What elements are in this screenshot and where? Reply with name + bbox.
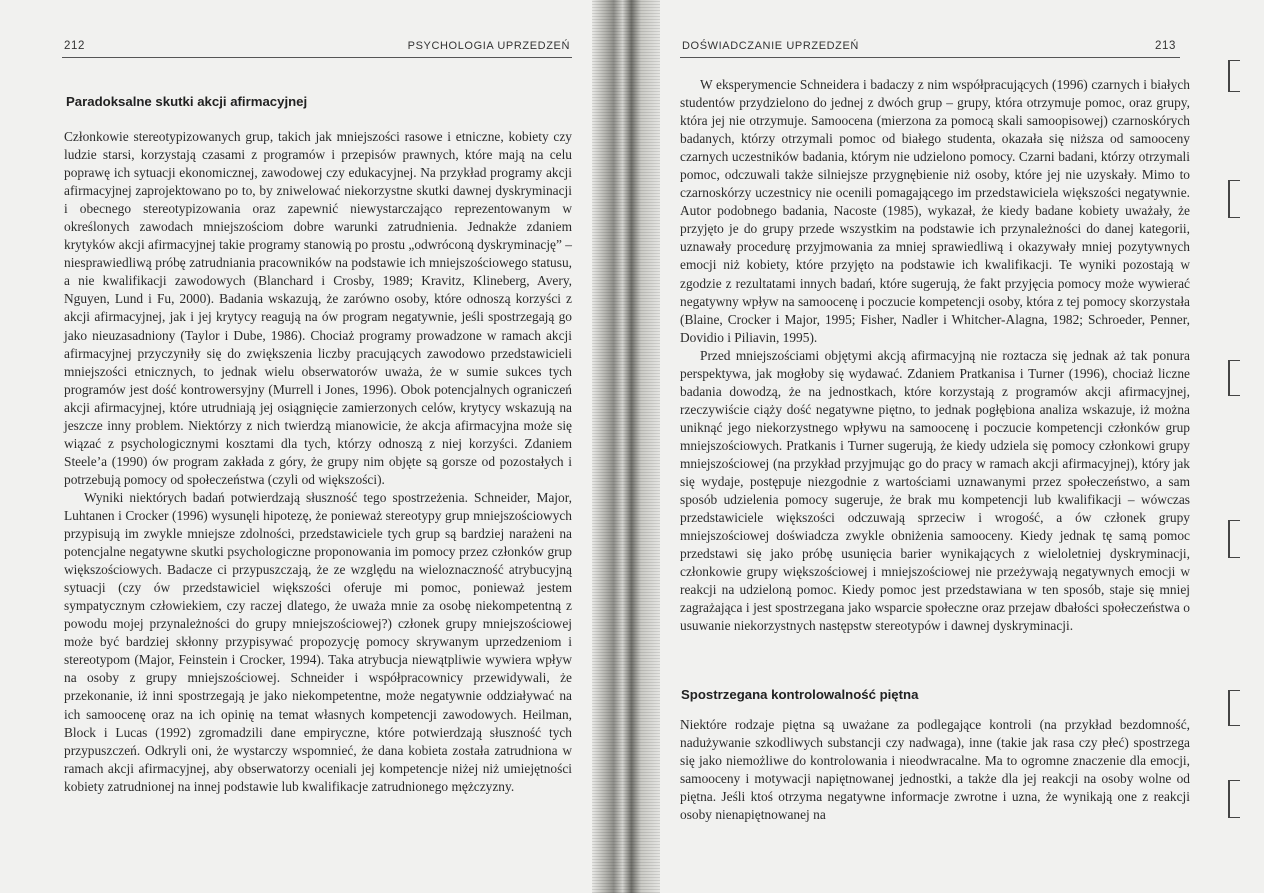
section-heading: Spostrzegana kontrolowalność piętna (681, 687, 919, 702)
right-body-text-lower (680, 716, 1190, 824)
right-header (660, 40, 1264, 58)
header-rule (62, 57, 572, 58)
paragraph: Członkowie stereotypizowanych grup, takich jak mniejszości rasowe i etniczne, kobiety czy ludzie starsi, korzystają czasami z programów i przepisów prawnych, które mają na celu poprawę ich sytuacji ekonomicznej, zawodowej czy edukacyjnej. Na przykład programy akcji afirmacyjnej zaprojektowano po to, by zniwelować niekorzystne skutki dawnej dyskryminacji i obecnego stereotypizowania oraz zapewnić niewystarczająco reprezentowanym w określonych zawodach mniejszościom dobre warunki zatrudnienia. Jednakże zdaniem krytyków akcji afirmacyjnej takie programy stanowią po prostu „odwróconą dyskryminację” – niesprawiedliwą próbę zatrudniania pracowników na podstawie ich mniejszościowego statusu, a nie kwalifikacji zawodowych (Blanchard i Crosby, 1989; Kravitz, Klineberg, Avery, Nguyen, Lund i Fu, 2000). Badania wskazują, że zarówno osoby, które odnoszą korzyści z akcji afirmacyjnej, jak i jej krytycy reagują na ów program negatywnie, jeśli spostrzegają go jako nieuzasadniony (Taylor i Dube, 1986). Chociaż programy prowadzone w ramach akcji afirmacyjnej przyczyniły się do zwiększenia liczby pracujących zawodowo przedstawicieli mniejszości etnicznych, to jednak wielu obserwatorów uważa, że w sumie sukces tych programów jest dość kontrowersyjny (Murrell i Jones, 1996). Obok potencjalnych ograniczeń akcji afirmacyjnej, które utrudniają jej osiągnięcie zamierzonych celów, krytycy wskazują na jeszcze inny problem. Niektórzy z nich twierdzą mianowicie, że akcja afirmacyjna może się wiązać z psychologicznymi kosztami dla tych, którzy odnoszą z niej korzyści. Zdaniem Steele’a (1990) ów program zakłada z góry, że grupy nim objęte są gorsze od pozostałych i potrzebują pomocy od społeczeństwa (czyli od większości). (64, 129, 572, 487)
paragraph: Wyniki niektórych badań potwierdzają słuszność tego spostrzeżenia. Schneider, Major, Luhtanen i Crocker (1996) wysunęli hipotezę, że ponieważ stereotypy grup mniejszościowych przypisują im zwykle mniejsze zdolności, przedstawiciele tych grup są bardziej narażeni na potencjalne negatywne skutki psychologiczne proponowania im pomocy przez członków grup większościowych. Badacze ci przypuszczają, że ze względu na wieloznaczność atrybucyjną sytuacji (czy ów przedstawiciel większości oferuje mi pomoc, ponieważ jestem sympatycznym człowiekiem, czy raczej dlatego, że uważa mnie za osobę niekompetentną z powodu mojej przynależności do grupy mniejszościowej?) członek grupy mniejszościowej może być bardziej skłonny przypisywać propozycję pomocy skrywanym uprzedzeniom i stereotypom (Major, Feinstein i Crocker, 1994). Taka atrybucja niewątpliwie wywiera wpływ na osoby z grupy mniejszościowej. Schneider i współpracownicy przewidywali, że przekonanie, iż inni spostrzegają je jako niekompetentne, może negatywnie oddziaływać na ich samoocenę oraz na ich opinię na temat własnych kompetencji zawodowych. Heilman, Block i Lucas (1992) zgromadzili dane empiryczne, które potwierdzają słuszność tych przypuszczeń. Odkryli oni, że wystarczy wspomnieć, że dana kobieta została zatrudniona w ramach akcji afirmacyjnej, aby obserwatorzy oceniali jej kompetencje niżej niż umiejętności kobiety zatrudnionej na innej podstawie lub kwalifikacje zatrudnionego mężczyzny. (64, 489, 572, 794)
left-header (0, 40, 592, 58)
scan-edge-mark (1228, 60, 1240, 92)
scan-edge-mark (1228, 690, 1240, 726)
scan-edge-mark (1228, 780, 1240, 818)
page-number: 212 (64, 40, 85, 52)
header-rule (680, 57, 1180, 58)
scan-edge-mark (1228, 180, 1240, 218)
section-heading: Paradoksalne skutki akcji afirmacyjnej (66, 94, 308, 109)
running-title: DOŚWIADCZANIE UPRZEDZEŃ (682, 40, 859, 52)
right-page (660, 0, 1264, 893)
left-page (0, 0, 592, 893)
page-number: 213 (1155, 40, 1176, 52)
running-title: PSYCHOLOGIA UPRZEDZEŃ (407, 40, 570, 52)
paragraph: W eksperymencie Schneidera i badaczy z nim współpracujących (1996) czarnych i białych studentów przydzielono do jednej z dwóch grup – grupy, która otrzymuje pomoc, oraz grupy, która jej nie otrzymuje. Samoocena (mierzona za pomocą skali samoopisowej) czarnoskórych badanych, którzy otrzymali pomoc od białego studenta, okazała się niższa od samooceny czarnych uczestników badania, którym nie udzielono pomocy. Czarni badani, którzy otrzymali pomoc, odczuwali także silniejsze przygnębienie niż osoby, które jej nie uzyskały. Mimo to czarnoskórzy uczestnicy nie ocenili pomagającego im przedstawiciela większości negatywnie. Autor podobnego badania, Nacoste (1985), wykazał, że kiedy badane kobiety uważały, że przyjęto je do grupy przede wszystkim na podstawie ich przynależności do danej kategorii, uznawały procedurę przyjmowania za mniej sprawiedliwą i okazywały mniej pozytywnych emocji niż kobiety, które przyjęto na podstawie ich kwalifikacji. Te wyniki pozostają w zgodzie z rezultatami innych badań, które sugerują, że fakt przyjęcia pomocy może wywierać negatywny wpływ na samoocenę i poczucie kompetencji osoby, która z tej pomocy skorzystała (Blaine, Crocker i Major, 1995; Fisher, Nadler i Whitcher-Alagna, 1982; Schroeder, Penner, Dovidio i Piliavin, 1995). (680, 77, 1190, 345)
book-gutter (592, 0, 660, 893)
scan-edge-mark (1228, 360, 1240, 396)
left-body-text (64, 128, 572, 796)
scan-edge-mark (1228, 520, 1240, 558)
paragraph: Przed mniejszościami objętymi akcją afirmacyjną nie roztacza się jednak aż tak ponura perspektywa, jak mogłoby się wydawać. Zdaniem Pratkanisa i Turner (1996), chociaż liczne badania dowodzą, że na jednostkach, które korzystają z programów akcji afirmacyjnej, rzeczywiście ciąży dość negatywne piętno, to jednak pogłębiona analiza wskazuje, iż można uniknąć jego niekorzystnego wpływu na samoocenę i poczucie kompetencji członków grup mniejszościowych. Pratkanis i Turner sugerują, że kiedy udziela się pomocy członkowi grupy mniejszościowej (na przykład przyjmując go do pracy w ramach akcji afirmacyjnej), który jak się wydaje, postępuje niezgodnie z wartościami uznawanymi przez społeczeństwo, a sam sposób udzielenia pomocy sugeruje, że brak mu kompetencji lub kwalifikacji – wówczas przedstawiciele większości odczuwają sprzeciw i wrogość, a ów członek grupy mniejszościowej doświadcza zwykle obniżenia samooceny. Kiedy jednak tę samą pomoc przedstawi się jako próbę usunięcia barier wynikających z wieloletniej dyskryminacji, członkowie grupy większościowej i mniejszościowej nie przeżywają negatywnych emocji w reakcji na udzieloną pomoc. Kiedy pomoc jest przedstawiana w ten sposób, staje się mniej zagrażająca i jest spostrzegana jako wsparcie społeczne oraz przejaw dbałości społeczeństwa o usuwanie niekorzystnych następstw stereotypów i dawnej dyskryminacji. (680, 347, 1190, 634)
right-body-text (680, 76, 1190, 635)
paragraph: Niektóre rodzaje piętna są uważane za podlegające kontroli (na przykład bezdomność, nadużywanie szkodliwych substancji czy nadwaga), inne (takie jak rasa czy płeć) spostrzega się jako niemożliwe do kontrolowania i nieodwracalne. Ma to ogromne znaczenie dla emocji, samooceny i motywacji napiętnowanej jednostki, a także dla jej reakcji na osoby wolne od piętna. Jeśli ktoś otrzyma negatywne informacje zwrotne i uzna, że wynikają one z reakcji osoby nienapiętnowanej na (680, 717, 1190, 823)
